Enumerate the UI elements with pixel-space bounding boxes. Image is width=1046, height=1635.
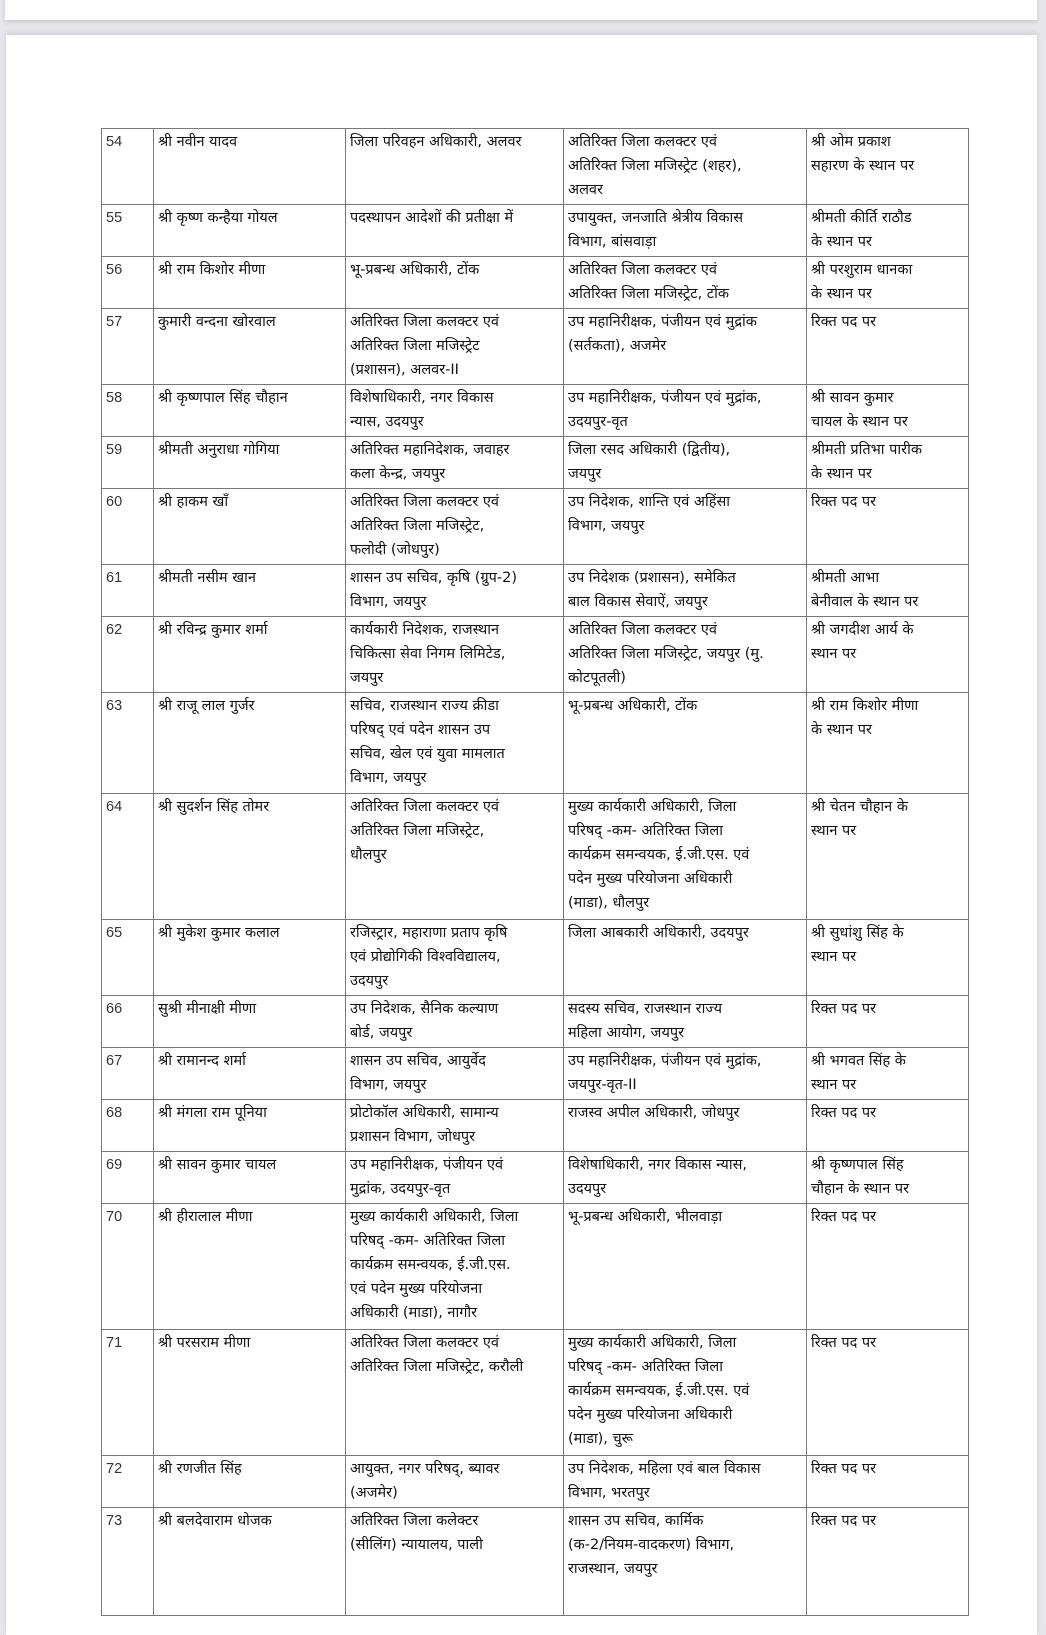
replacement-note-cell xyxy=(807,129,969,205)
serial-number: 54 xyxy=(106,134,123,150)
replacement-note-cell xyxy=(807,205,969,257)
officer-name: श्री परसराम मीणा xyxy=(158,1335,251,1351)
current-posting-line: धौलपुर xyxy=(350,847,387,863)
serial-number: 70 xyxy=(106,1209,123,1225)
serial-number-cell xyxy=(102,1048,154,1100)
new-posting-line: कोटपूतली) xyxy=(568,670,626,686)
replacement-note-line: श्री भगवत सिंह के xyxy=(811,1053,906,1069)
current-posting-line: आयुक्त, नगर परिषद्, ब्यावर xyxy=(350,1461,500,1477)
new-posting-line: मुख्य कार्यकारी अधिकारी, जिला xyxy=(568,1335,737,1351)
replacement-note-line: श्री राम किशोर मीणा xyxy=(811,698,919,714)
previous-page-edge xyxy=(5,0,1037,20)
replacement-note-line: के स्थान पर xyxy=(811,234,872,250)
new-posting-cell xyxy=(564,1204,807,1330)
current-posting-line: उप महानिरीक्षक, पंजीयन एवं xyxy=(350,1157,504,1173)
replacement-note-cell xyxy=(807,309,969,385)
current-posting-line: अतिरिक्त जिला मजिस्ट्रेट, करौली xyxy=(350,1359,524,1375)
replacement-note-line: रिक्त पद पर xyxy=(811,1513,877,1529)
new-posting-line: परिषद् -कम- अतिरिक्त जिला xyxy=(568,1359,724,1375)
officer-name-cell xyxy=(154,794,346,920)
new-posting-line: शासन उप सचिव, कार्मिक xyxy=(568,1513,704,1529)
table-row xyxy=(102,1152,969,1204)
replacement-note-line: रिक्त पद पर xyxy=(811,1001,877,1017)
new-posting-cell xyxy=(564,129,807,205)
officer-name: श्री रणजीत सिंह xyxy=(158,1461,242,1477)
replacement-note-line: श्री कृष्णपाल सिंह xyxy=(811,1157,904,1173)
new-posting-line: अतिरिक्त जिला मजिस्ट्रेट, टोंक xyxy=(568,286,729,302)
serial-number-cell xyxy=(102,257,154,309)
replacement-note-line: श्रीमती आभा xyxy=(811,570,880,586)
new-posting-line: उदयपुर-वृत xyxy=(568,414,628,430)
serial-number: 66 xyxy=(106,1001,123,1017)
new-posting-line: (सर्तकता), अजमेर xyxy=(568,338,667,354)
current-posting-line: अतिरिक्त जिला मजिस्ट्रेट, xyxy=(350,518,485,534)
current-posting-cell xyxy=(346,1152,564,1204)
serial-number-cell xyxy=(102,617,154,693)
table-row xyxy=(102,489,969,565)
officer-name: श्री मंगला राम पूनिया xyxy=(158,1105,267,1121)
serial-number-cell xyxy=(102,309,154,385)
serial-number: 71 xyxy=(106,1335,123,1351)
replacement-note-line: श्री जगदीश आर्य के xyxy=(811,622,914,638)
current-posting-line: भू-प्रबन्ध अधिकारी, टोंक xyxy=(350,262,480,278)
table-row xyxy=(102,920,969,996)
table-row xyxy=(102,565,969,617)
replacement-note-line: स्थान पर xyxy=(811,1077,857,1093)
replacement-note-line: रिक्त पद पर xyxy=(811,1461,877,1477)
current-posting-cell xyxy=(346,385,564,437)
current-posting-line: अतिरिक्त जिला मजिस्ट्रेट xyxy=(350,338,480,354)
current-posting-line: अतिरिक्त जिला कलक्टर एवं xyxy=(350,314,499,330)
new-posting-line: विभाग, जयपुर xyxy=(568,518,645,534)
serial-number-cell xyxy=(102,920,154,996)
new-posting-cell xyxy=(564,996,807,1048)
replacement-note-line: स्थान पर xyxy=(811,949,857,965)
replacement-note-cell xyxy=(807,1330,969,1456)
table-row xyxy=(102,794,969,920)
officer-name: श्री हीरालाल मीणा xyxy=(158,1209,253,1225)
new-posting-cell xyxy=(564,385,807,437)
current-posting-cell xyxy=(346,996,564,1048)
current-posting-line: मुद्रांक, उदयपुर-वृत xyxy=(350,1181,451,1197)
new-posting-cell xyxy=(564,1508,807,1616)
serial-number: 63 xyxy=(106,698,123,714)
serial-number: 68 xyxy=(106,1105,123,1121)
officer-name-cell xyxy=(154,1100,346,1152)
new-posting-cell xyxy=(564,489,807,565)
new-posting-line: विभाग, बांसवाड़ा xyxy=(568,234,657,250)
new-posting-line: भू-प्रबन्ध अधिकारी, टोंक xyxy=(568,698,698,714)
current-posting-line: परिषद् एवं पदेन शासन उप xyxy=(350,722,491,738)
table-row xyxy=(102,437,969,489)
replacement-note-cell xyxy=(807,385,969,437)
replacement-note-line: सहारण के स्थान पर xyxy=(811,158,915,174)
replacement-note-line: श्री परशुराम धानका xyxy=(811,262,913,278)
current-posting-line: एवं प्रोद्योगिकी विश्वविद्यालय, xyxy=(350,949,501,965)
current-posting-line: मुख्य कार्यकारी अधिकारी, जिला xyxy=(350,1209,519,1225)
replacement-note-line: श्री ओम प्रकाश xyxy=(811,134,891,150)
new-posting-line: उप महानिरीक्षक, पंजीयन एवं मुद्रांक, xyxy=(568,1053,762,1069)
new-posting-line: उदयपुर xyxy=(568,1181,607,1197)
current-posting-line: उदयपुर xyxy=(350,973,389,989)
table-row xyxy=(102,1100,969,1152)
current-posting-cell xyxy=(346,1456,564,1508)
current-posting-line: (प्रशासन), अलवर-II xyxy=(350,362,459,378)
officer-name-cell xyxy=(154,1048,346,1100)
current-posting-cell xyxy=(346,693,564,794)
new-posting-line: अतिरिक्त जिला कलक्टर एवं xyxy=(568,134,717,150)
replacement-note-line: श्री सुधांशु सिंह के xyxy=(811,925,904,941)
current-posting-line: अतिरिक्त जिला कलक्टर एवं xyxy=(350,799,499,815)
current-posting-line: चिकित्सा सेवा निगम लिमिटेड, xyxy=(350,646,506,662)
serial-number: 65 xyxy=(106,925,123,941)
replacement-note-line: श्रीमती प्रतिभा पारीक xyxy=(811,442,922,458)
serial-number-cell xyxy=(102,1100,154,1152)
current-posting-cell xyxy=(346,1100,564,1152)
new-posting-line: सदस्य सचिव, राजस्थान राज्य xyxy=(568,1001,723,1017)
table-row xyxy=(102,385,969,437)
current-posting-line: उप निदेशक, सैनिक कल्याण xyxy=(350,1001,499,1017)
officer-name: श्री मुकेश कुमार कलाल xyxy=(158,925,280,941)
serial-number-cell xyxy=(102,385,154,437)
current-posting-line: अतिरिक्त जिला मजिस्ट्रेट, xyxy=(350,823,485,839)
officer-name-cell xyxy=(154,1330,346,1456)
officer-name: श्रीमती नसीम खान xyxy=(158,570,256,586)
officer-name: सुश्री मीनाक्षी मीणा xyxy=(158,1001,257,1017)
serial-number: 59 xyxy=(106,442,123,458)
current-posting-line: शासन उप सचिव, कृषि (ग्रुप-2) xyxy=(350,570,517,586)
table-row xyxy=(102,1508,969,1616)
new-posting-cell xyxy=(564,1152,807,1204)
serial-number-cell xyxy=(102,1204,154,1330)
new-posting-cell xyxy=(564,309,807,385)
table-row xyxy=(102,129,969,205)
replacement-note-cell xyxy=(807,437,969,489)
table-row xyxy=(102,205,969,257)
replacement-note-cell xyxy=(807,920,969,996)
current-posting-line: प्रोटोकॉल अधिकारी, सामान्य xyxy=(350,1105,499,1121)
serial-number-cell xyxy=(102,1152,154,1204)
serial-number: 57 xyxy=(106,314,123,330)
replacement-note-line: चौहान के स्थान पर xyxy=(811,1181,910,1197)
document-page xyxy=(6,35,1037,1635)
new-posting-line: उप निदेशक, महिला एवं बाल विकास xyxy=(568,1461,761,1477)
table-row xyxy=(102,1048,969,1100)
current-posting-line: कार्यकारी निदेशक, राजस्थान xyxy=(350,622,500,638)
officer-name: श्री सावन कुमार चायल xyxy=(158,1157,277,1173)
replacement-note-cell xyxy=(807,1152,969,1204)
current-posting-cell xyxy=(346,257,564,309)
table-row xyxy=(102,1456,969,1508)
officer-name: श्री कृष्ण कन्हैया गोयल xyxy=(158,210,278,226)
replacement-note-line: स्थान पर xyxy=(811,823,857,839)
current-posting-line: बोर्ड, जयपुर xyxy=(350,1025,413,1041)
serial-number-cell xyxy=(102,489,154,565)
new-posting-line: उपायुक्त, जनजाति श्रेत्रीय विकास xyxy=(568,210,744,226)
current-posting-line: परिषद् -कम- अतिरिक्त जिला xyxy=(350,1233,506,1249)
replacement-note-line: श्रीमती कीर्ति राठौड xyxy=(811,210,912,226)
current-posting-line: प्रशासन विभाग, जोधपुर xyxy=(350,1129,476,1145)
replacement-note-line: के स्थान पर xyxy=(811,466,872,482)
officer-name-cell xyxy=(154,205,346,257)
officer-name-cell xyxy=(154,489,346,565)
replacement-note-line: के स्थान पर xyxy=(811,286,872,302)
officer-name-cell xyxy=(154,1204,346,1330)
new-posting-line: अतिरिक्त जिला मजिस्ट्रेट, जयपुर (मु. xyxy=(568,646,764,662)
new-posting-cell xyxy=(564,794,807,920)
new-posting-cell xyxy=(564,693,807,794)
current-posting-cell xyxy=(346,1330,564,1456)
officer-name: श्री हाकम खाँ xyxy=(158,494,229,510)
officer-name-cell xyxy=(154,920,346,996)
new-posting-line: अतिरिक्त जिला कलक्टर एवं xyxy=(568,262,717,278)
replacement-note-line: बेनीवाल के स्थान पर xyxy=(811,594,919,610)
officer-name: श्री बलदेवाराम धोजक xyxy=(158,1513,272,1529)
table-row xyxy=(102,617,969,693)
new-posting-cell xyxy=(564,565,807,617)
current-posting-line: फलोदी (जोधपुर) xyxy=(350,542,440,558)
serial-number-cell xyxy=(102,1330,154,1456)
replacement-note-cell xyxy=(807,996,969,1048)
officer-name: श्रीमती अनुराधा गोगिया xyxy=(158,442,280,458)
officer-name-cell xyxy=(154,1152,346,1204)
replacement-note-cell xyxy=(807,489,969,565)
replacement-note-line: रिक्त पद पर xyxy=(811,1335,877,1351)
officer-name: कुमारी वन्दना खोरवाल xyxy=(158,314,276,330)
replacement-note-line: रिक्त पद पर xyxy=(811,1105,877,1121)
officer-name-cell xyxy=(154,309,346,385)
current-posting-cell xyxy=(346,129,564,205)
table-row xyxy=(102,309,969,385)
replacement-note-line: रिक्त पद पर xyxy=(811,1209,877,1225)
new-posting-line: मुख्य कार्यकारी अधिकारी, जिला xyxy=(568,799,737,815)
current-posting-line: (अजमेर) xyxy=(350,1485,398,1501)
current-posting-cell xyxy=(346,617,564,693)
new-posting-line: अतिरिक्त जिला कलक्टर एवं xyxy=(568,622,717,638)
new-posting-line: विभाग, भरतपुर xyxy=(568,1485,650,1501)
officer-name-cell xyxy=(154,996,346,1048)
officer-name: श्री सुदर्शन सिंह तोमर xyxy=(158,799,270,815)
new-posting-line: राजस्थान, जयपुर xyxy=(568,1561,658,1577)
replacement-note-line: के स्थान पर xyxy=(811,722,872,738)
new-posting-line: (माडा), चुरू xyxy=(568,1431,633,1447)
serial-number: 72 xyxy=(106,1461,123,1477)
officer-name-cell xyxy=(154,129,346,205)
new-posting-cell xyxy=(564,257,807,309)
new-posting-line: विशेषाधिकारी, नगर विकास न्यास, xyxy=(568,1157,748,1173)
new-posting-line: जयपुर xyxy=(568,466,602,482)
officer-name: श्री रविन्द्र कुमार शर्मा xyxy=(158,622,268,638)
officer-name: श्री रामानन्द शर्मा xyxy=(158,1053,246,1069)
new-posting-line: महिला आयोग, जयपुर xyxy=(568,1025,685,1041)
officer-name-cell xyxy=(154,1508,346,1616)
new-posting-line: राजस्व अपील अधिकारी, जोधपुर xyxy=(568,1105,740,1121)
new-posting-line: बाल विकास सेवाऐं, जयपुर xyxy=(568,594,708,610)
new-posting-cell xyxy=(564,617,807,693)
current-posting-cell xyxy=(346,794,564,920)
current-posting-line: अतिरिक्त महानिदेशक, जवाहर xyxy=(350,442,510,458)
officer-name-cell xyxy=(154,437,346,489)
current-posting-line: न्यास, उदयपुर xyxy=(350,414,424,430)
new-posting-line: (क-2/नियम-वादकरण) विभाग, xyxy=(568,1537,735,1553)
table-row xyxy=(102,693,969,794)
replacement-note-line: चायल के स्थान पर xyxy=(811,414,908,430)
table-body xyxy=(102,129,969,1616)
serial-number: 61 xyxy=(106,570,123,586)
officer-name: श्री राम किशोर मीणा xyxy=(158,262,266,278)
new-posting-line: उप महानिरीक्षक, पंजीयन एवं मुद्रांक xyxy=(568,314,757,330)
new-posting-line: भू-प्रबन्ध अधिकारी, भीलवाड़ा xyxy=(568,1209,723,1225)
replacement-note-cell xyxy=(807,1204,969,1330)
new-posting-line: कार्यक्रम समन्वयक, ई.जी.एस. एवं xyxy=(568,847,750,863)
serial-number-cell xyxy=(102,129,154,205)
table-row xyxy=(102,1204,969,1330)
serial-number-cell xyxy=(102,1508,154,1616)
new-posting-line: (माडा), धौलपुर xyxy=(568,895,650,911)
current-posting-line: विभाग, जयपुर xyxy=(350,1077,427,1093)
officer-name: श्री कृष्णपाल सिंह चौहान xyxy=(158,390,288,406)
new-posting-line: जयपुर-वृत-II xyxy=(568,1077,637,1093)
new-posting-cell xyxy=(564,920,807,996)
serial-number-cell xyxy=(102,996,154,1048)
replacement-note-cell xyxy=(807,794,969,920)
serial-number: 67 xyxy=(106,1053,123,1069)
new-posting-line: कार्यक्रम समन्वयक, ई.जी.एस. एवं xyxy=(568,1383,750,1399)
serial-number: 69 xyxy=(106,1157,123,1173)
serial-number-cell xyxy=(102,205,154,257)
table-row xyxy=(102,257,969,309)
new-posting-cell xyxy=(564,1456,807,1508)
current-posting-line: अधिकारी (माडा), नागौर xyxy=(350,1305,478,1321)
current-posting-cell xyxy=(346,1048,564,1100)
officer-name: श्री राजू लाल गुर्जर xyxy=(158,698,255,714)
serial-number: 73 xyxy=(106,1513,123,1529)
current-posting-cell xyxy=(346,565,564,617)
current-posting-line: विशेषाधिकारी, नगर विकास xyxy=(350,390,494,406)
current-posting-line: जिला परिवहन अधिकारी, अलवर xyxy=(350,134,522,150)
transfer-order-table xyxy=(101,128,969,1616)
replacement-note-line: रिक्त पद पर xyxy=(811,494,877,510)
current-posting-line: सचिव, राजस्थान राज्य क्रीडा xyxy=(350,698,499,714)
new-posting-cell xyxy=(564,205,807,257)
table-row xyxy=(102,1330,969,1456)
serial-number-cell xyxy=(102,794,154,920)
current-posting-line: कला केन्द्र, जयपुर xyxy=(350,466,446,482)
serial-number-cell xyxy=(102,693,154,794)
current-posting-line: पदस्थापन आदेशों की प्रतीक्षा में xyxy=(350,210,514,226)
officer-name-cell xyxy=(154,385,346,437)
serial-number: 58 xyxy=(106,390,123,406)
current-posting-line: रजिस्ट्रार, महाराणा प्रताप कृषि xyxy=(350,925,508,941)
current-posting-line: (सीलिंग) न्यायालय, पाली xyxy=(350,1537,483,1553)
current-posting-line: एवं पदेन मुख्य परियोजना xyxy=(350,1281,483,1297)
current-posting-cell xyxy=(346,1204,564,1330)
new-posting-cell xyxy=(564,1330,807,1456)
serial-number-cell xyxy=(102,565,154,617)
new-posting-line: पदेन मुख्य परियोजना अधिकारी xyxy=(568,871,733,887)
new-posting-line: उप निदेशक, शान्ति एवं अहिंसा xyxy=(568,494,730,510)
current-posting-line: अतिरिक्त जिला कलक्टर एवं xyxy=(350,1335,499,1351)
new-posting-cell xyxy=(564,1048,807,1100)
serial-number: 56 xyxy=(106,262,123,278)
new-posting-cell xyxy=(564,437,807,489)
replacement-note-cell xyxy=(807,565,969,617)
current-posting-line: कार्यक्रम समन्वयक, ई.जी.एस. xyxy=(350,1257,511,1273)
new-posting-cell xyxy=(564,1100,807,1152)
table-row xyxy=(102,996,969,1048)
officer-name-cell xyxy=(154,257,346,309)
replacement-note-cell xyxy=(807,1100,969,1152)
new-posting-line: अतिरिक्त जिला मजिस्ट्रेट (शहर), xyxy=(568,158,742,174)
replacement-note-line: श्री चेतन चौहान के xyxy=(811,799,908,815)
new-posting-line: जिला आबकारी अधिकारी, उदयपुर xyxy=(568,925,749,941)
current-posting-line: सचिव, खेल एवं युवा मामलात xyxy=(350,746,505,762)
officer-name: श्री नवीन यादव xyxy=(158,134,238,150)
serial-number: 62 xyxy=(106,622,123,638)
current-posting-cell xyxy=(346,309,564,385)
replacement-note-line: श्री सावन कुमार xyxy=(811,390,894,406)
new-posting-line: उप महानिरीक्षक, पंजीयन एवं मुद्रांक, xyxy=(568,390,762,406)
current-posting-line: विभाग, जयपुर xyxy=(350,594,427,610)
serial-number-cell xyxy=(102,1456,154,1508)
replacement-note-cell xyxy=(807,617,969,693)
serial-number: 64 xyxy=(106,799,123,815)
current-posting-line: अतिरिक्त जिला कलेक्टर xyxy=(350,1513,479,1529)
current-posting-cell xyxy=(346,437,564,489)
replacement-note-cell xyxy=(807,1456,969,1508)
current-posting-cell xyxy=(346,205,564,257)
serial-number: 60 xyxy=(106,494,123,510)
replacement-note-cell xyxy=(807,693,969,794)
current-posting-line: शासन उप सचिव, आयुर्वेद xyxy=(350,1053,486,1069)
current-posting-line: अतिरिक्त जिला कलक्टर एवं xyxy=(350,494,499,510)
new-posting-line: अलवर xyxy=(568,182,603,198)
replacement-note-line: स्थान पर xyxy=(811,646,857,662)
new-posting-line: उप निदेशक (प्रशासन), समेकित xyxy=(568,570,736,586)
serial-number: 55 xyxy=(106,210,123,226)
replacement-note-line: रिक्त पद पर xyxy=(811,314,877,330)
replacement-note-cell xyxy=(807,1048,969,1100)
new-posting-line: परिषद् -कम- अतिरिक्त जिला xyxy=(568,823,724,839)
replacement-note-cell xyxy=(807,257,969,309)
replacement-note-cell xyxy=(807,1508,969,1616)
officer-name-cell xyxy=(154,617,346,693)
current-posting-line: जयपुर xyxy=(350,670,384,686)
serial-number-cell xyxy=(102,437,154,489)
officer-name-cell xyxy=(154,1456,346,1508)
current-posting-cell xyxy=(346,920,564,996)
current-posting-cell xyxy=(346,489,564,565)
officer-name-cell xyxy=(154,693,346,794)
officer-name-cell xyxy=(154,565,346,617)
current-posting-cell xyxy=(346,1508,564,1616)
current-posting-line: विभाग, जयपुर xyxy=(350,770,427,786)
new-posting-line: जिला रसद अधिकारी (द्वितीय), xyxy=(568,442,731,458)
new-posting-line: पदेन मुख्य परियोजना अधिकारी xyxy=(568,1407,733,1423)
